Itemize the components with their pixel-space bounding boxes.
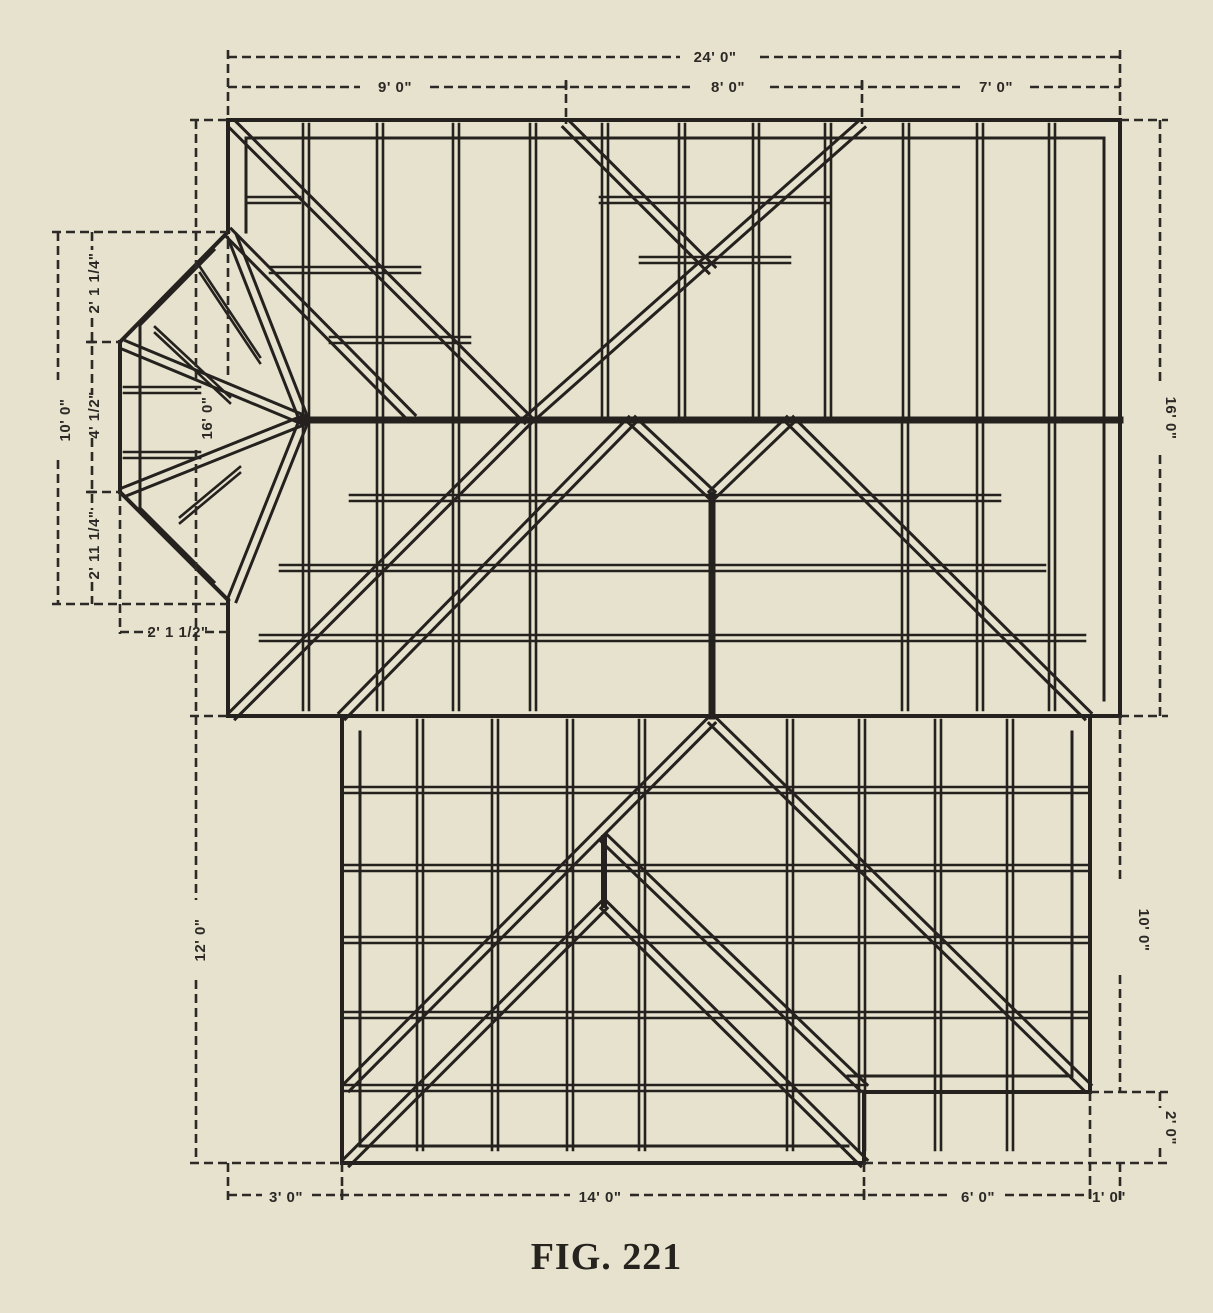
bay-valley — [231, 229, 415, 415]
dim-main-height-right: 16' 0" — [1162, 396, 1179, 440]
bay-jack — [180, 473, 240, 523]
hip-rafter — [629, 423, 709, 498]
bay-jack — [200, 273, 260, 363]
hip-rafter-wing — [343, 902, 601, 1160]
dim-bottom-left: 3' 0" — [268, 1189, 304, 1206]
dim-bottom-middle: 14' 0" — [578, 1189, 622, 1206]
dim-top-middle: 8' 0" — [710, 79, 746, 96]
dim-top-right: 7' 0" — [978, 79, 1014, 96]
bay-jack — [180, 467, 240, 517]
hip-rafter — [715, 423, 793, 498]
valley-rafter — [525, 121, 859, 417]
dim-bay-upper: 2' 1 1/4" — [86, 252, 103, 314]
hip-rafter — [563, 127, 709, 273]
dim-wing-bottom-right: 2' 0" — [1162, 1110, 1179, 1146]
dim-overall-width: 24' 0" — [693, 49, 737, 66]
bay-jack — [200, 267, 260, 357]
hip-rafter-wing — [715, 717, 1091, 1085]
valley-rafter — [531, 127, 865, 423]
dim-bay-height: 10' 0" — [57, 398, 74, 442]
hip-rafter — [635, 417, 715, 492]
dim-main-height-inner: 16' 0" — [199, 396, 216, 440]
dim-wing-height-left: 12' 0" — [192, 918, 209, 962]
hip-rafter — [569, 121, 715, 267]
dim-top-left: 9' 0" — [377, 79, 413, 96]
hip-rafter-wing — [349, 723, 715, 1091]
hip-rafter-wing — [709, 723, 1085, 1091]
bay-inner-wall — [140, 508, 214, 582]
figure-caption: FIG. 221 — [530, 1236, 683, 1278]
dim-bottom-right: 6' 0" — [960, 1189, 996, 1206]
dim-bay-offset: 2' 1 1/2" — [147, 624, 209, 641]
dim-bottom-end: 1' 0" — [1091, 1189, 1127, 1206]
dimension-lines — [52, 50, 1168, 1202]
dim-wing-height-right: 10' 0" — [1135, 908, 1152, 952]
dim-bay-middle: 4' 1/2" — [86, 391, 103, 439]
hip-rafter-wing — [343, 717, 709, 1085]
bay-wall — [120, 492, 228, 600]
roof-framing — [120, 120, 1120, 1166]
bay-inner-wall — [140, 250, 214, 325]
dim-bay-lower: 2' 11 1/4" — [86, 510, 103, 580]
hip-rafter — [709, 417, 787, 492]
